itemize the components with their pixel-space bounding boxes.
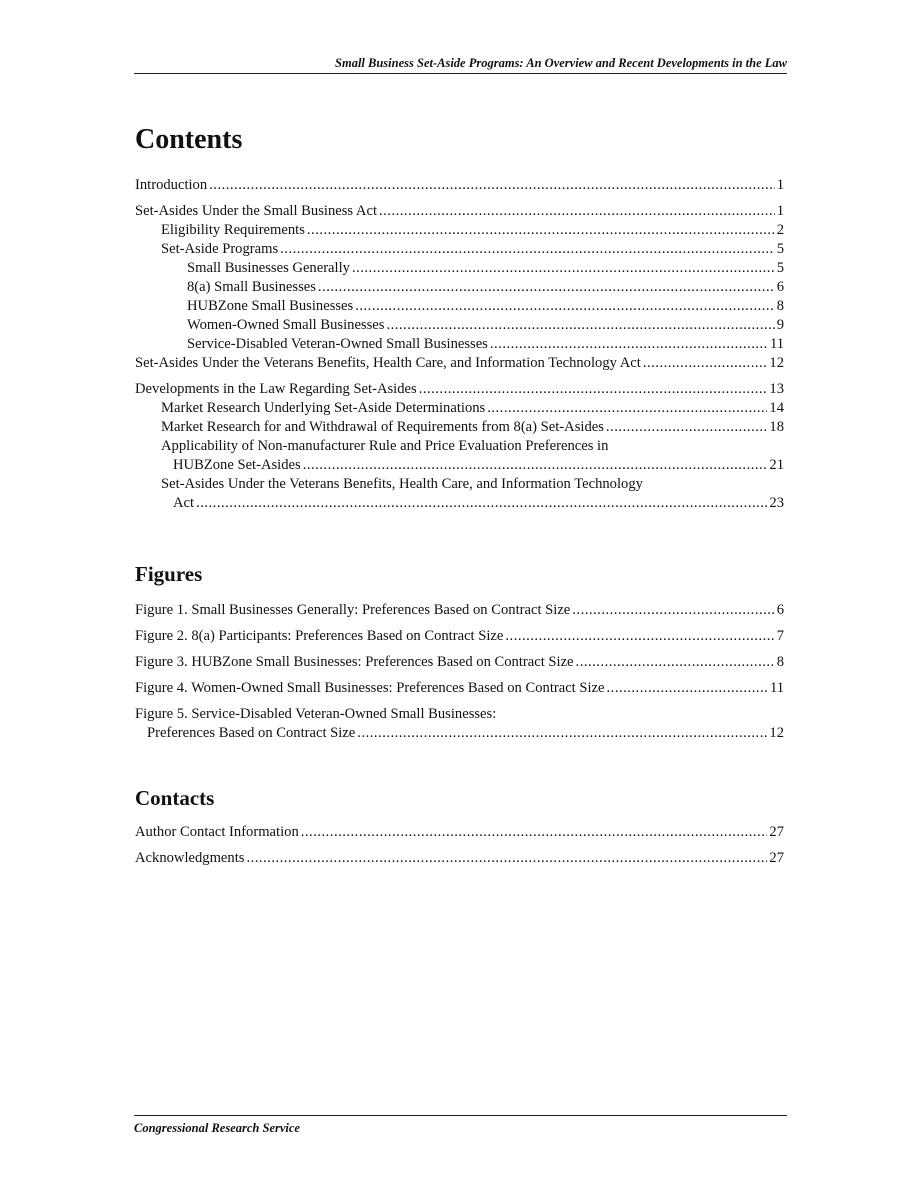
toc-entry-text: Market Research Underlying Set-Aside Determinations (161, 400, 486, 416)
toc-entry[interactable] (135, 335, 784, 354)
toc-page-number: 6 (776, 602, 784, 618)
toc-entry[interactable] (135, 202, 784, 221)
toc-entry[interactable] (135, 399, 784, 418)
toc-entry[interactable] (135, 278, 784, 297)
toc-entry-text: Figure 1. Small Businesses Generally: Preferences Based on Contract Size (135, 602, 571, 618)
toc-entry-text: Eligibility Requirements (161, 222, 305, 238)
dot-leader (301, 823, 768, 842)
toc-entry-text: Market Research for and Withdrawal of Requirements from 8(a) Set-Asides (161, 419, 604, 435)
toc-page-number: 1 (776, 177, 784, 193)
toc-entry-text: 8(a) Small Businesses (187, 279, 316, 295)
toc-entry[interactable] (135, 176, 784, 195)
dot-leader (386, 316, 774, 335)
toc-page-number: 18 (769, 419, 784, 435)
toc-entry-text: Figure 2. 8(a) Participants: Preferences Based on Contract Size (135, 628, 504, 644)
dot-leader (490, 335, 768, 354)
toc-page-number: 8 (776, 298, 784, 314)
toc-page-number: 12 (769, 725, 784, 741)
dot-leader (576, 653, 775, 672)
dot-leader (505, 627, 774, 646)
dot-leader (196, 494, 767, 513)
toc-entry-text-first-line: Figure 5. Service-Disabled Veteran-Owned Small Businesses: (135, 706, 497, 722)
toc-entry[interactable] (135, 259, 784, 278)
dot-leader (379, 202, 775, 221)
dot-leader (607, 679, 768, 698)
dot-leader (318, 278, 775, 297)
toc-entry[interactable] (135, 679, 784, 698)
toc-entry[interactable] (135, 380, 784, 399)
figures-list (135, 601, 784, 743)
dot-leader (355, 297, 774, 316)
toc-page-number: 27 (769, 850, 784, 866)
dot-leader (487, 399, 767, 418)
contacts-list (135, 823, 784, 868)
figures-title: Figures (135, 562, 203, 586)
toc-entry[interactable] (135, 601, 784, 620)
toc-entry[interactable] (135, 221, 784, 240)
toc-entry-text: Service-Disabled Veteran-Owned Small Businesses (187, 336, 488, 352)
contacts-title: Contacts (135, 786, 215, 810)
contents-list (135, 176, 784, 513)
toc-entry[interactable] (135, 316, 784, 335)
toc-entry[interactable] (135, 240, 784, 259)
toc-entry-text: Set-Aside Programs (161, 241, 279, 257)
toc-entry-text: Author Contact Information (135, 824, 299, 840)
toc-entry-text: Women-Owned Small Businesses (187, 317, 385, 333)
dot-leader (352, 259, 775, 278)
toc-page-number: 11 (769, 336, 784, 352)
dot-leader (246, 849, 767, 868)
toc-entry-text: Figure 3. HUBZone Small Businesses: Preferences Based on Contract Size (135, 654, 574, 670)
toc-entry-text: Small Businesses Generally (187, 260, 350, 276)
toc-entry[interactable] (135, 418, 784, 437)
toc-entry-text: Preferences Based on Contract Size (147, 725, 356, 741)
toc-entry-text: HUBZone Small Businesses (187, 298, 354, 314)
toc-entry-text-first-line: Set-Asides Under the Veterans Benefits, Health Care, and Information Technology (161, 476, 643, 492)
dot-leader (209, 176, 775, 195)
toc-page-number: 8 (776, 654, 784, 670)
toc-entry[interactable] (135, 849, 784, 868)
toc-entry[interactable] (135, 823, 784, 842)
toc-page-number: 27 (769, 824, 784, 840)
contents-title: Contents (135, 124, 243, 155)
dot-leader (419, 380, 768, 399)
toc-page-number: 14 (769, 400, 784, 416)
running-footer: Congressional Research Service (134, 1115, 787, 1136)
running-header: Small Business Set-Aside Programs: An Overview and Recent Developments in the Law (134, 56, 787, 74)
dot-leader (643, 354, 768, 373)
toc-entry-text: Set-Asides Under the Veterans Benefits, Health Care, and Information Technology Act (135, 355, 641, 371)
dot-leader (307, 221, 775, 240)
dot-leader (303, 456, 768, 475)
toc-page-number: 1 (776, 203, 784, 219)
toc-page-number: 9 (776, 317, 784, 333)
toc-page-number: 5 (776, 241, 784, 257)
toc-page-number: 13 (769, 381, 784, 397)
toc-entry[interactable] (135, 354, 784, 373)
toc-page-number: 5 (776, 260, 784, 276)
toc-entry-text: Developments in the Law Regarding Set-Asides (135, 381, 417, 397)
toc-entry-text-first-line: Applicability of Non-manufacturer Rule and Price Evaluation Preferences in (161, 438, 609, 454)
toc-entry-text: Introduction (135, 177, 208, 193)
toc-entry[interactable] (135, 475, 784, 513)
toc-entry[interactable] (135, 653, 784, 672)
dot-leader (606, 418, 768, 437)
toc-entry-text: Act (173, 495, 195, 511)
toc-page-number: 6 (776, 279, 784, 295)
toc-page-number: 21 (769, 457, 784, 473)
toc-entry[interactable] (135, 297, 784, 316)
toc-entry-text: Figure 4. Women-Owned Small Businesses: Preferences Based on Contract Size (135, 680, 605, 696)
toc-page-number: 2 (776, 222, 784, 238)
dot-leader (572, 601, 774, 620)
toc-page-number: 11 (769, 680, 784, 696)
toc-entry-text: Acknowledgments (135, 850, 245, 866)
dot-leader (280, 240, 775, 259)
toc-entry-text: Set-Asides Under the Small Business Act (135, 203, 377, 219)
toc-entry-text: HUBZone Set-Asides (173, 457, 301, 473)
toc-entry[interactable] (135, 437, 784, 475)
toc-entry[interactable] (135, 627, 784, 646)
dot-leader (357, 724, 767, 743)
toc-entry[interactable] (135, 705, 784, 743)
toc-page-number: 12 (769, 355, 784, 371)
toc-page-number: 7 (776, 628, 784, 644)
toc-page-number: 23 (769, 495, 784, 511)
